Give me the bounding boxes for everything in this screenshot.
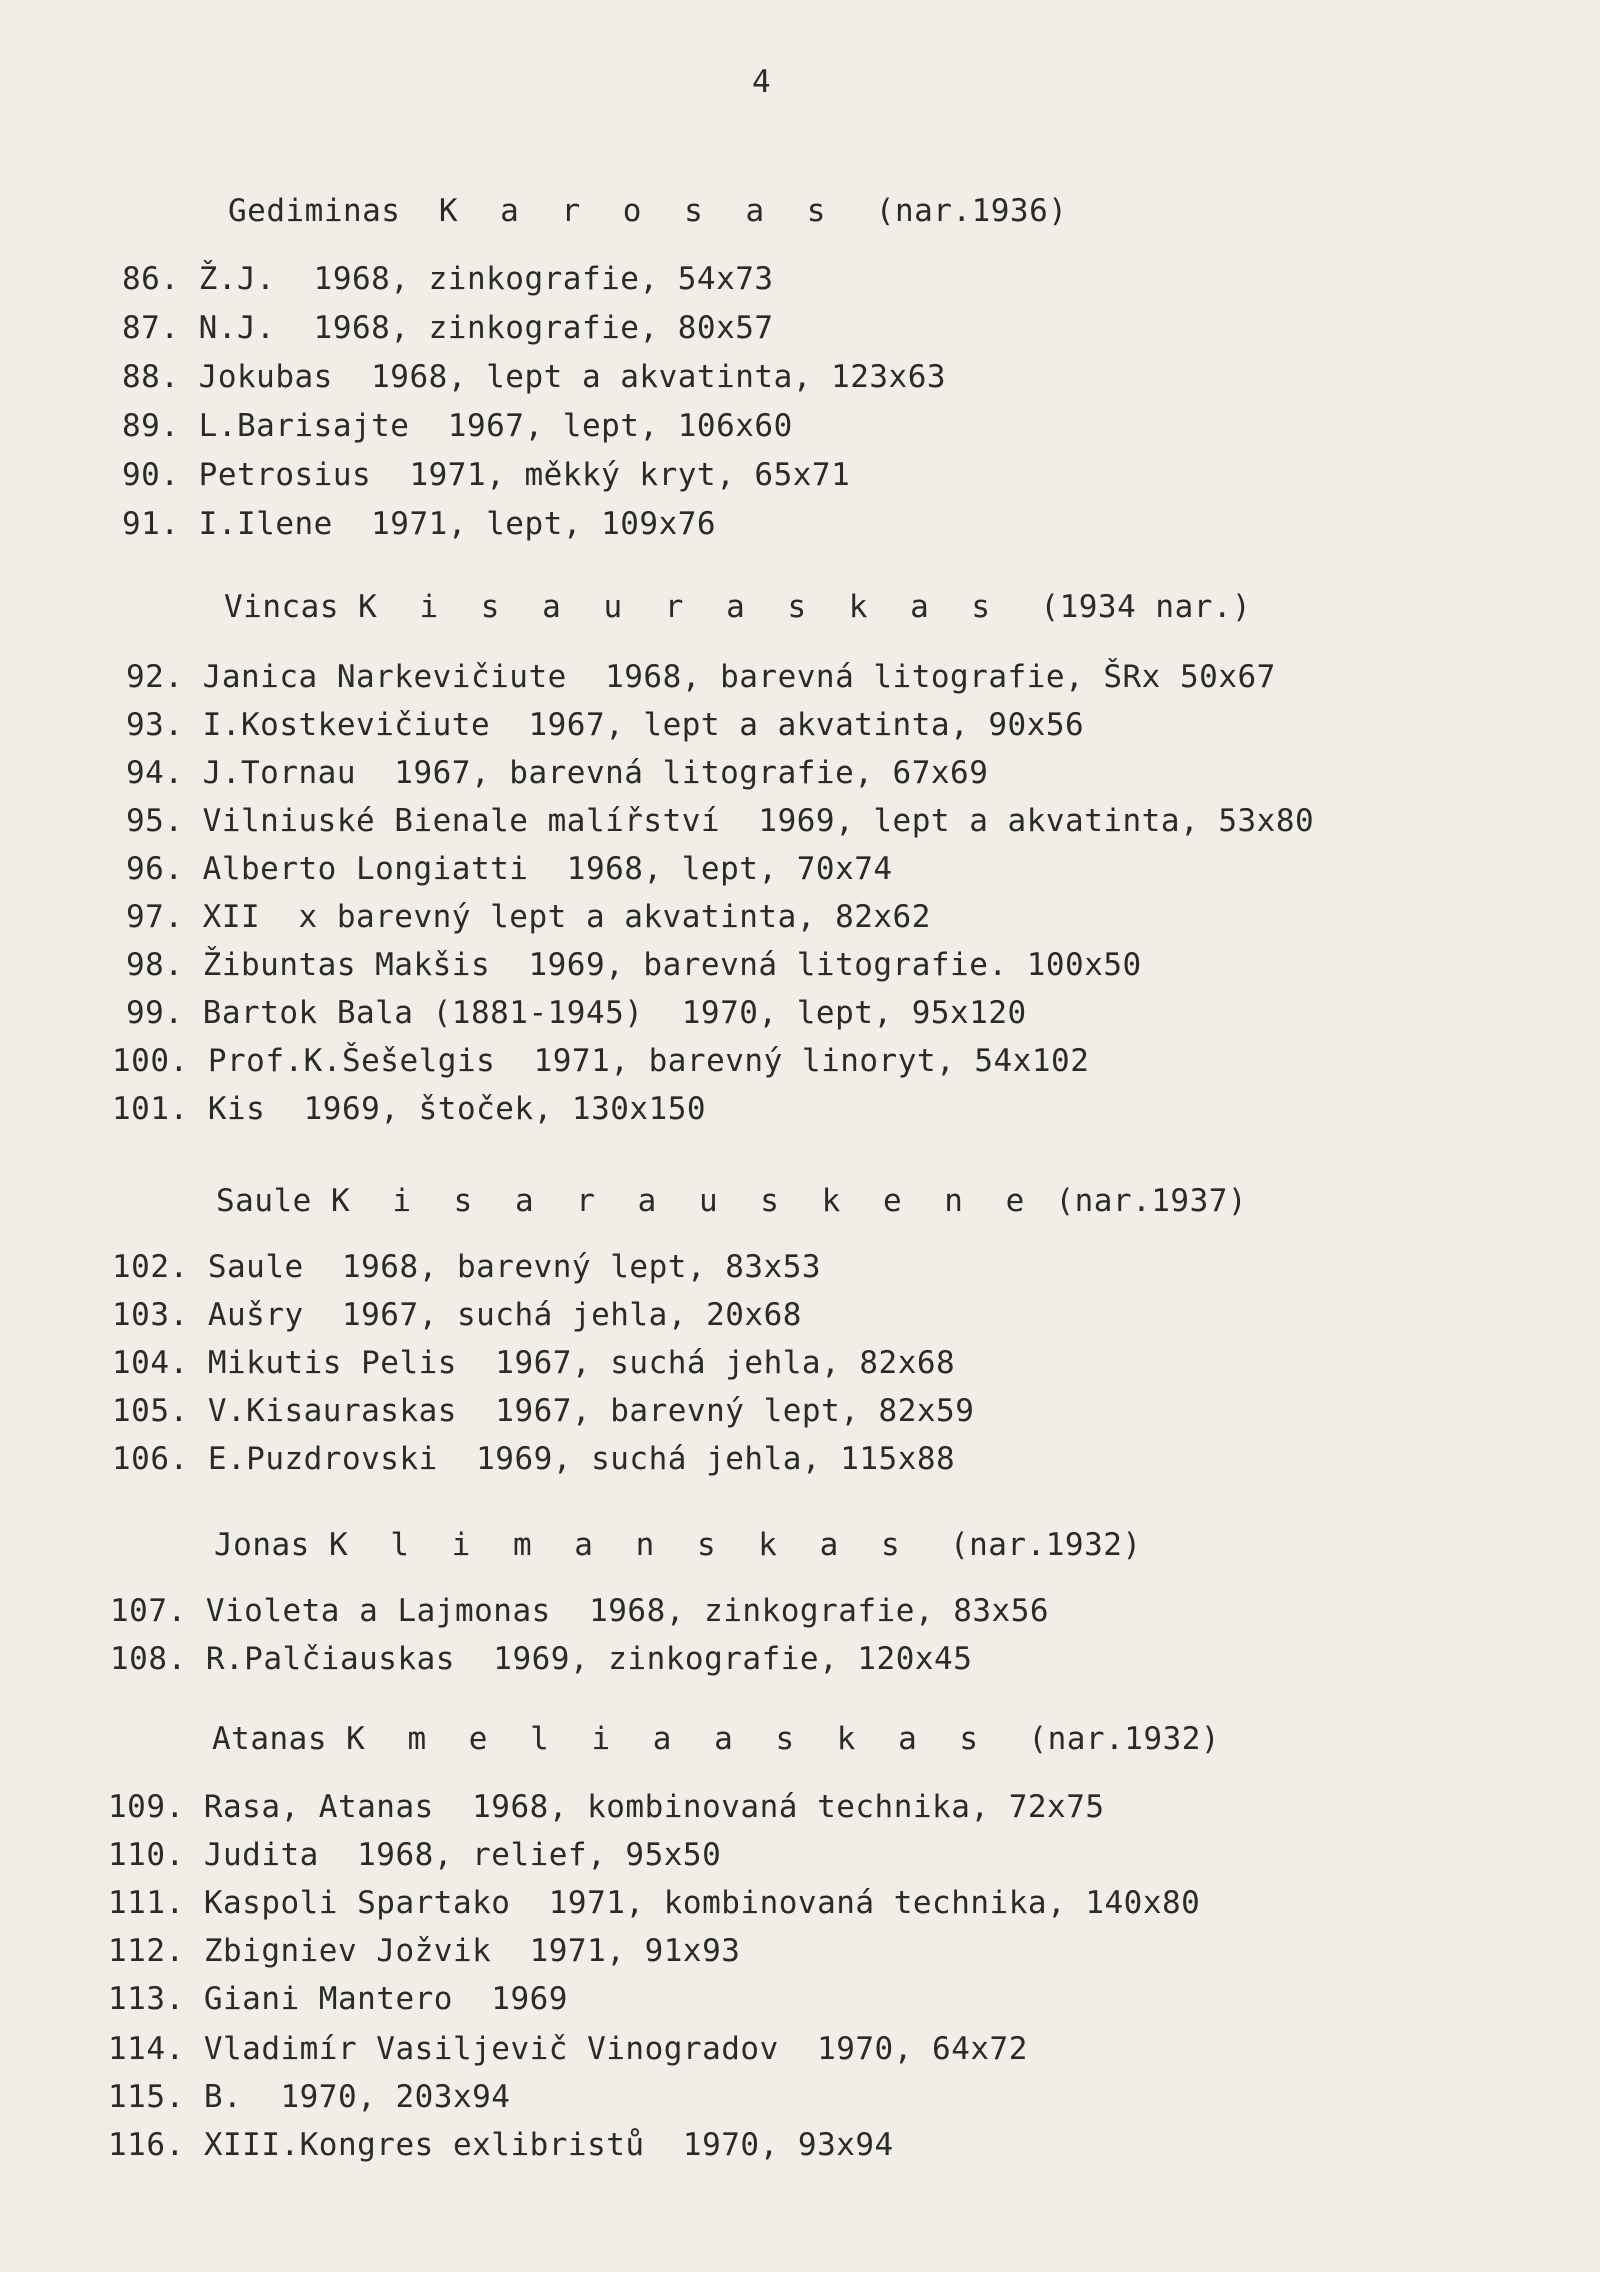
section-heading-klimanskas: Jonas K l i m a n s k a s (nar.1932) bbox=[214, 1527, 1142, 1563]
list-item: 116. XIII.Kongres exlibristů 1970, 93x94 bbox=[108, 2127, 894, 2163]
list-item: 93. I.Kostkevičiute 1967, lept a akvatinta, 90x56 bbox=[126, 707, 1085, 743]
list-item: 111. Kaspoli Spartako 1971, kombinovaná technika, 140x80 bbox=[108, 1885, 1201, 1921]
list-item: 103. Aušry 1967, suchá jehla, 20x68 bbox=[112, 1297, 802, 1333]
list-item: 92. Janica Narkevičiute 1968, barevná litografie, ŠRx 50x67 bbox=[126, 659, 1276, 695]
list-item: 94. J.Tornau 1967, barevná litografie, 67x69 bbox=[126, 755, 989, 791]
list-item: 102. Saule 1968, barevný lept, 83x53 bbox=[112, 1249, 822, 1285]
page-number: 4 bbox=[752, 64, 771, 100]
section-heading-kmeliaaskas: Atanas K m e l i a a s k a s (nar.1932) bbox=[212, 1721, 1221, 1757]
section-heading-kisarauskene: Saule K i s a r a u s k e n e (nar.1937) bbox=[216, 1183, 1248, 1219]
section-heading-kisauraskas: Vincas K i s a u r a s k a s (1934 nar.) bbox=[224, 589, 1252, 625]
list-item: 110. Judita 1968, relief, 95x50 bbox=[108, 1837, 722, 1873]
list-item: 95. Vilniuské Bienale malířství 1969, lept a akvatinta, 53x80 bbox=[126, 803, 1315, 839]
list-item: 89. L.Barisajte 1967, lept, 106x60 bbox=[122, 408, 793, 444]
list-item: 106. E.Puzdrovski 1969, suchá jehla, 115x88 bbox=[112, 1441, 956, 1477]
list-item: 97. XII x barevný lept a akvatinta, 82x62 bbox=[126, 899, 931, 935]
list-item: 101. Kis 1969, štoček, 130x150 bbox=[112, 1091, 707, 1127]
section-heading-karosas: Gediminas K a r o s a s (nar.1936) bbox=[228, 193, 1068, 229]
list-item: 109. Rasa, Atanas 1968, kombinovaná technika, 72x75 bbox=[108, 1789, 1105, 1825]
list-item: 98. Žibuntas Makšis 1969, barevná litografie. 100x50 bbox=[126, 947, 1142, 983]
list-item: 99. Bartok Bala (1881-1945) 1970, lept, 95x120 bbox=[126, 995, 1027, 1031]
list-item: 86. Ž.J. 1968, zinkografie, 54x73 bbox=[122, 261, 774, 297]
list-item: 88. Jokubas 1968, lept a akvatinta, 123x63 bbox=[122, 359, 947, 395]
list-item: 113. Giani Mantero 1969 bbox=[108, 1981, 568, 2017]
list-item: 115. B. 1970, 203x94 bbox=[108, 2079, 511, 2115]
list-item: 90. Petrosius 1971, měkký kryt, 65x71 bbox=[122, 457, 851, 493]
list-item: 112. Zbigniev Jožvik 1971, 91x93 bbox=[108, 1933, 741, 1969]
list-item: 107. Violeta a Lajmonas 1968, zinkografie, 83x56 bbox=[110, 1593, 1050, 1629]
list-item: 104. Mikutis Pelis 1967, suchá jehla, 82x68 bbox=[112, 1345, 956, 1381]
list-item: 87. N.J. 1968, zinkografie, 80x57 bbox=[122, 310, 774, 346]
list-item: 100. Prof.K.Šešelgis 1971, barevný linoryt, 54x102 bbox=[112, 1043, 1090, 1079]
list-item: 96. Alberto Longiatti 1968, lept, 70x74 bbox=[126, 851, 893, 887]
list-item: 108. R.Palčiauskas 1969, zinkografie, 120x45 bbox=[110, 1641, 973, 1677]
list-item: 114. Vladimír Vasiljevič Vinogradov 1970, 64x72 bbox=[108, 2031, 1028, 2067]
list-item: 105. V.Kisauraskas 1967, barevný lept, 82x59 bbox=[112, 1393, 975, 1429]
list-item: 91. I.Ilene 1971, lept, 109x76 bbox=[122, 506, 717, 542]
